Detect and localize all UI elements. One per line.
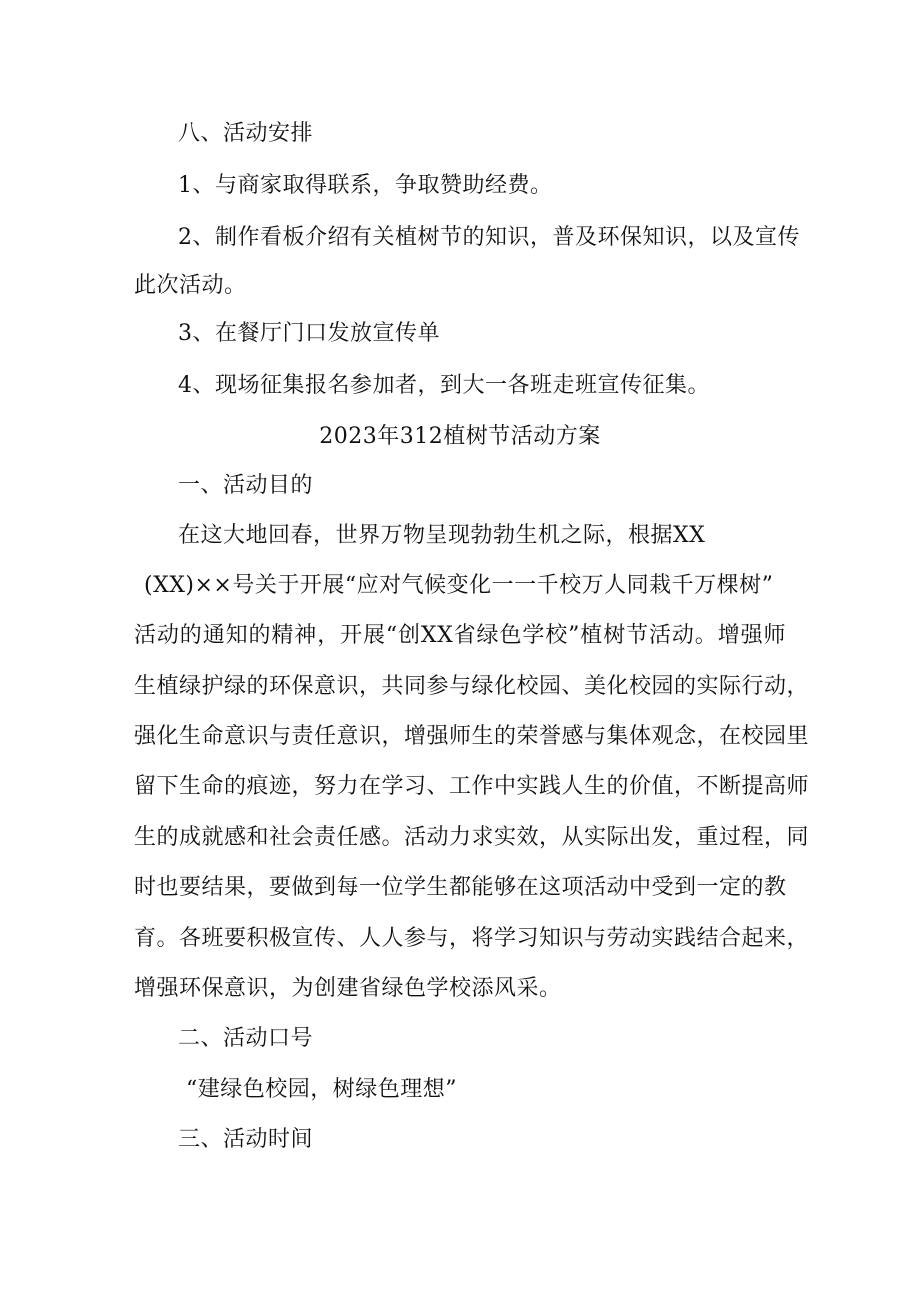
section-heading-arrangements: 八、活动安排 — [178, 121, 314, 146]
paragraph-line: 在这大地回春，世界万物呈现勃勃生机之际，根据XX — [178, 523, 706, 548]
paragraph-line: (XX)××号关于开展“应对气候变化一一千校万人同栽千万棵树” — [144, 573, 774, 598]
list-item: 3、在餐厅门口发放宣传单 — [178, 321, 440, 346]
list-item: 4、现场征集报名参加者，到大一各班走班宣传征集。 — [178, 373, 710, 398]
paragraph-line: 活动的通知的精神，开展“创XX省绿色学校”植树节活动。增强师 — [134, 623, 786, 648]
paragraph-line: 育。各班要积极宣传、人人参与，将学习知识与劳动实践结合起来， — [134, 926, 810, 951]
document-title: 2023年312植树节活动方案 — [319, 424, 601, 449]
paragraph-line: 时也要结果，要做到每一位学生都能够在这项活动中受到一定的教 — [134, 875, 787, 900]
section-heading-time: 三、活动时间 — [178, 1127, 314, 1152]
paragraph-line: 生的成就感和社会责任感。活动力求实效，从实际出发，重过程，同 — [134, 825, 810, 850]
section-heading-purpose: 一、活动目的 — [178, 473, 314, 498]
list-item: 2、制作看板介绍有关植树节的知识，普及环保知识，以及宣传 — [178, 225, 800, 250]
section-heading-slogan: 二、活动口号 — [178, 1026, 314, 1051]
list-item: 1、与商家取得联系，争取赞助经费。 — [178, 173, 553, 198]
paragraph-line: 生植绿护绿的环保意识，共同参与绿化校园、美化校园的实际行动， — [134, 674, 810, 699]
paragraph-line: 留下生命的痕迹，努力在学习、工作中实践人生的价值，不断提高师 — [134, 774, 810, 799]
paragraph-line: 强化生命意识与责任意识，增强师生的荣誉感与集体观念，在校园里 — [134, 724, 810, 749]
list-item-continuation: 此次活动。 — [134, 273, 247, 298]
paragraph-line: 增强环保意识，为创建省绿色学校添风采。 — [134, 976, 562, 1001]
slogan-text: “建绿色校园，树绿色理想” — [186, 1077, 457, 1102]
